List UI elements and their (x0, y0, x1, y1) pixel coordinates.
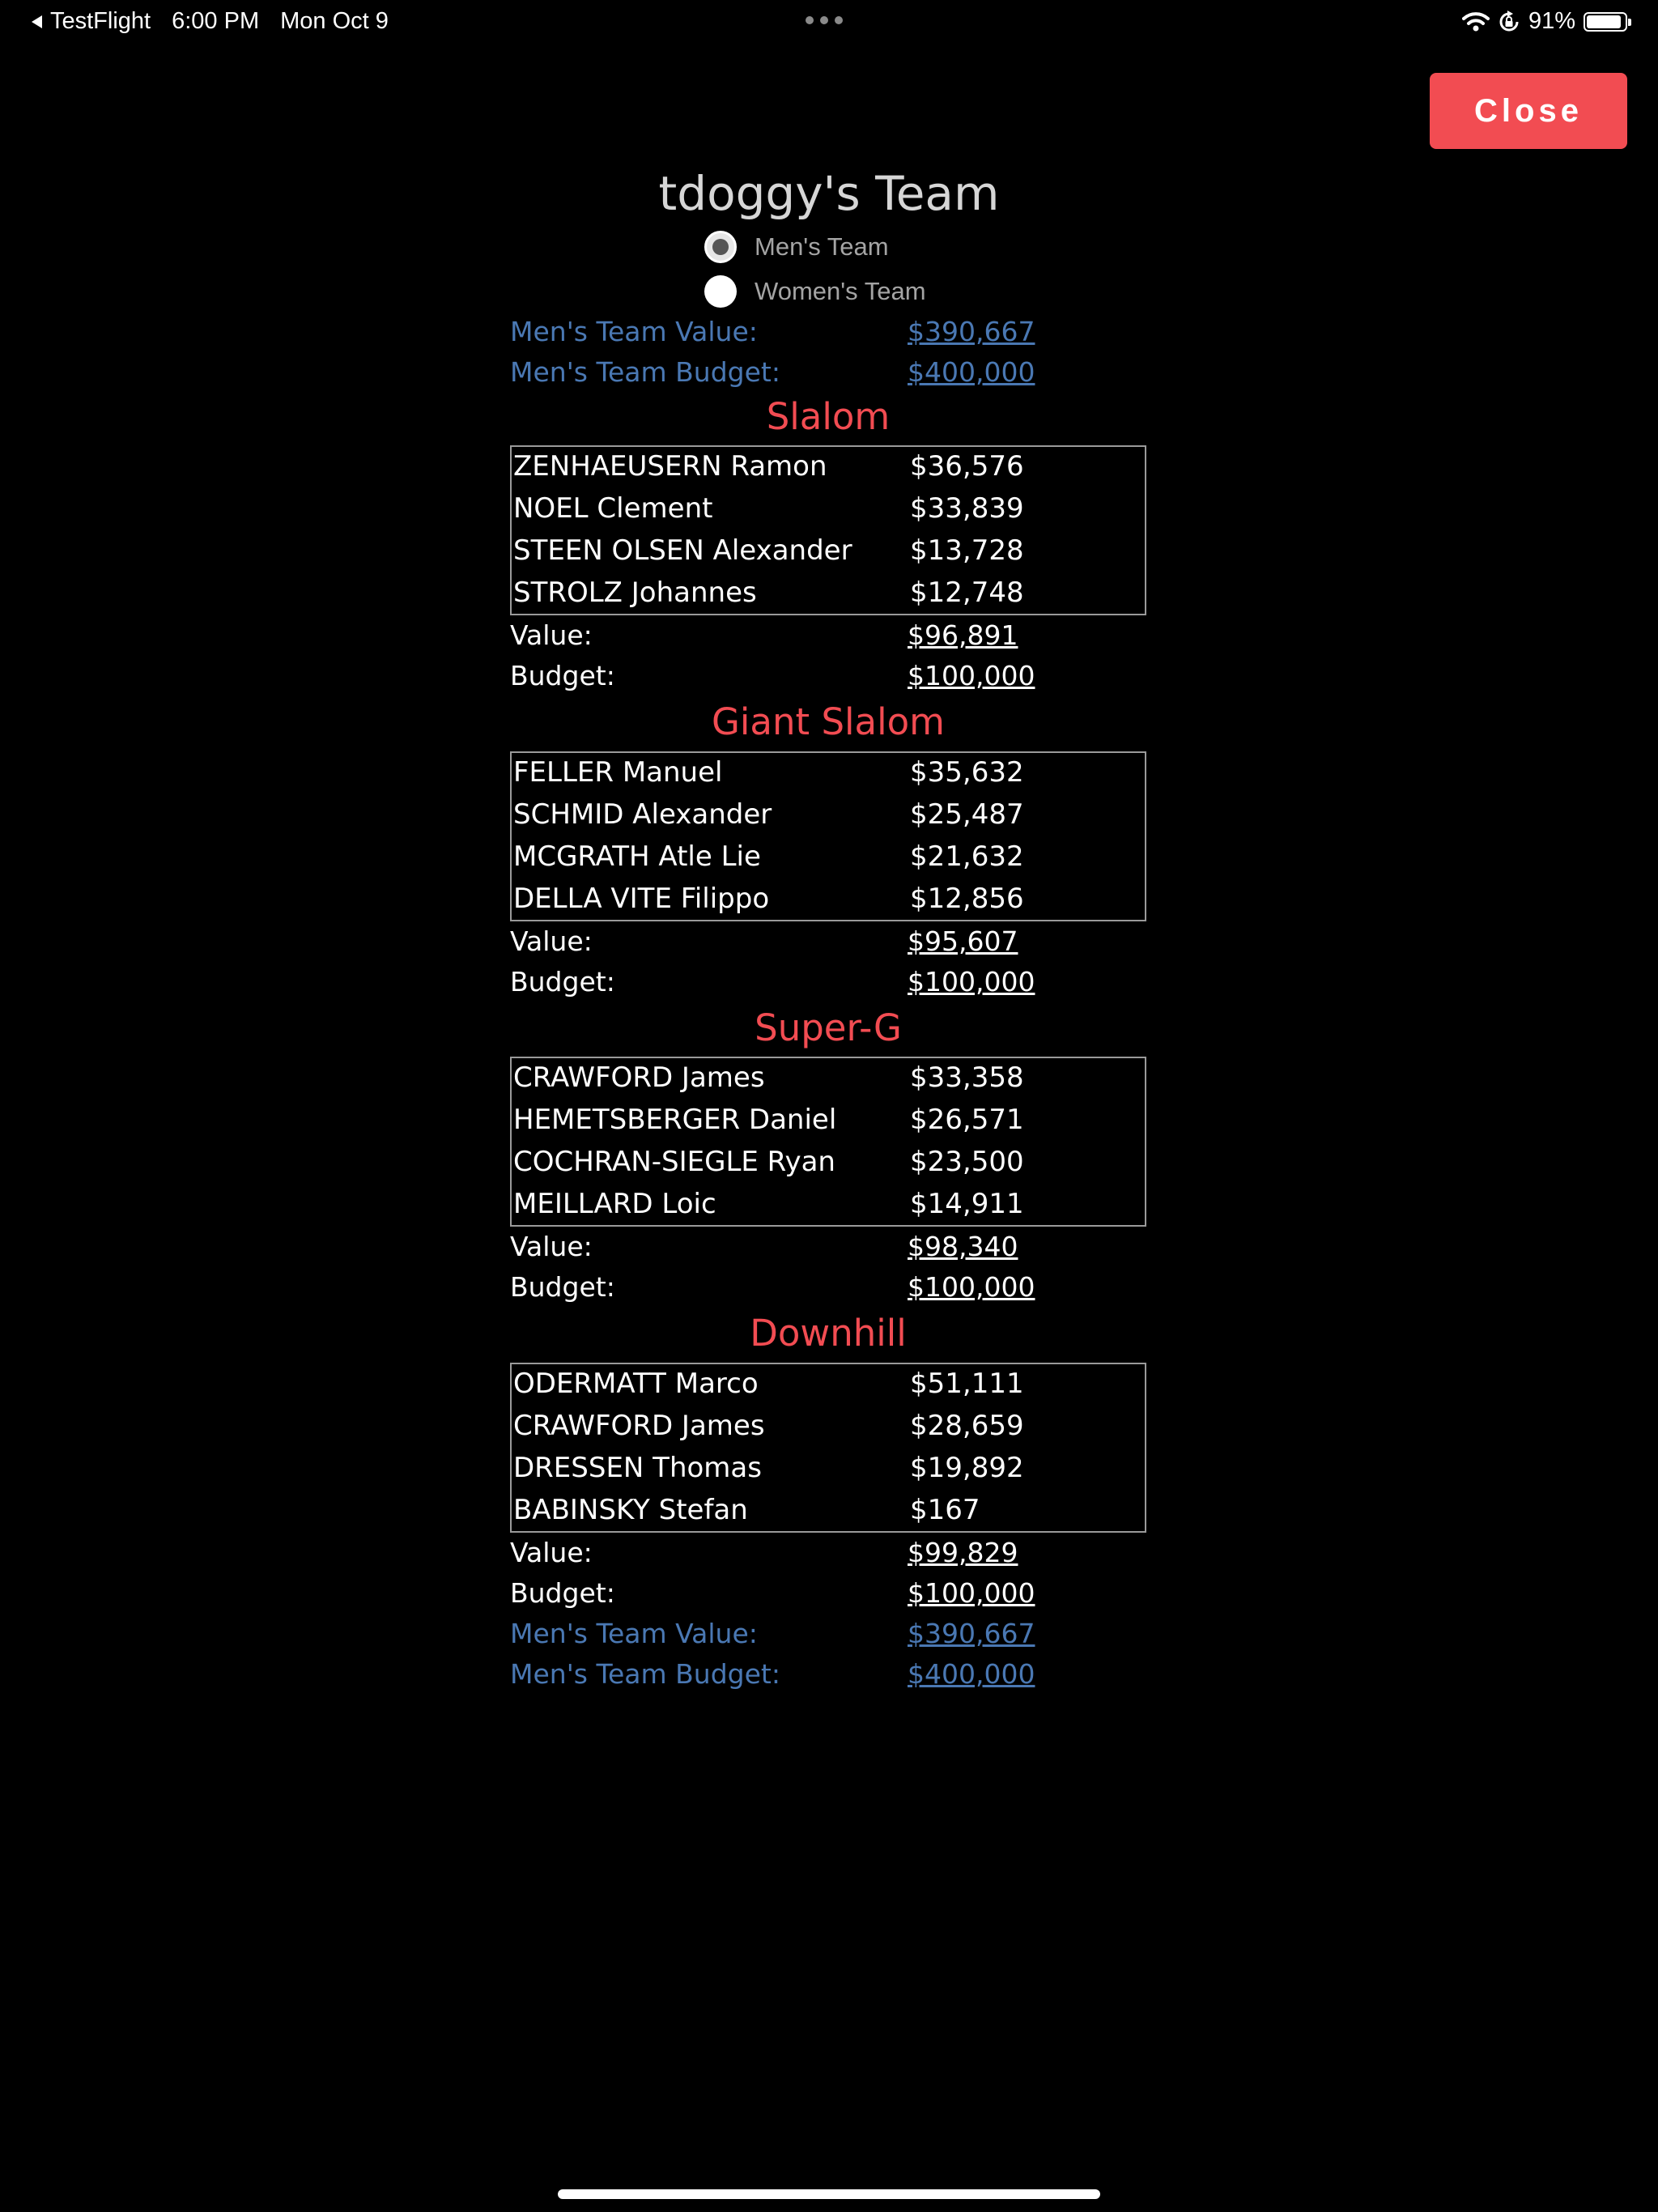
back-to-app-link[interactable] (31, 8, 151, 35)
section-value-link[interactable]: $96,891 (908, 619, 1018, 651)
skier-name: HEMETSBERGER Daniel (513, 1104, 837, 1136)
status-bar-left (31, 8, 389, 35)
team-budget-link[interactable]: $400,000 (908, 1658, 1035, 1690)
skier-name: DRESSEN Thomas (513, 1452, 762, 1484)
skier-name: ODERMATT Marco (513, 1368, 759, 1400)
orientation-lock-icon (1498, 11, 1520, 33)
team-budget-row-bottom (510, 1658, 1158, 1699)
dot-icon (835, 16, 843, 24)
skier-name: STROLZ Johannes (513, 576, 757, 609)
skier-price: $36,576 (910, 450, 1024, 483)
status-bar-right (1462, 8, 1627, 35)
team-budget-label: Men's Team Budget: (510, 1658, 780, 1690)
section-value-row (510, 925, 1158, 966)
skier-name: CRAWFORD James (513, 1410, 765, 1442)
skier-price: $26,571 (910, 1104, 1024, 1136)
skier-row[interactable] (512, 531, 1145, 573)
multitasking-dots[interactable] (806, 16, 843, 24)
skier-price: $33,839 (910, 492, 1024, 525)
skier-price: $14,911 (910, 1188, 1024, 1220)
section-title-slalom: Slalom (766, 395, 891, 438)
skier-price: $23,500 (910, 1146, 1024, 1178)
skier-row[interactable] (512, 879, 1145, 921)
status-time: 6:00 PM (172, 8, 260, 34)
section-value-label: Value: (510, 1231, 593, 1262)
radio-option-mens-team[interactable] (704, 231, 889, 263)
skier-name: CRAWFORD James (513, 1061, 765, 1094)
skier-name: SCHMID Alexander (513, 798, 772, 831)
skier-price: $12,856 (910, 883, 1024, 915)
skier-price: $28,659 (910, 1410, 1024, 1442)
status-bar (0, 0, 1658, 44)
section-title-downhill: Downhill (750, 1312, 907, 1355)
skier-price: $12,748 (910, 576, 1024, 609)
skier-price: $21,632 (910, 840, 1024, 873)
skier-name: MCGRATH Atle Lie (513, 840, 761, 873)
skier-price: $25,487 (910, 798, 1024, 831)
status-date: Mon Oct 9 (280, 8, 389, 34)
skier-row[interactable] (512, 489, 1145, 531)
skier-row[interactable] (512, 795, 1145, 837)
skier-name: FELLER Manuel (513, 756, 723, 789)
skier-table-giant-slalom (510, 751, 1146, 921)
team-value-link[interactable]: $390,667 (908, 1618, 1035, 1649)
skier-row[interactable] (512, 1058, 1145, 1100)
section-value-label: Value: (510, 1537, 593, 1568)
skier-row[interactable] (512, 1142, 1145, 1185)
battery-fill (1587, 15, 1621, 28)
team-value-link[interactable]: $390,667 (908, 316, 1035, 347)
section-budget-link[interactable]: $100,000 (908, 660, 1035, 691)
skier-price: $13,728 (910, 534, 1024, 567)
section-budget-label: Budget: (510, 660, 615, 691)
skier-name: ZENHAEUSERN Ramon (513, 450, 827, 483)
section-value-row (510, 619, 1158, 660)
skier-row[interactable] (512, 753, 1145, 795)
skier-price: $167 (910, 1494, 980, 1526)
section-budget-row (510, 1271, 1158, 1312)
skier-name: NOEL Clement (513, 492, 713, 525)
section-title-giant-slalom: Giant Slalom (712, 700, 945, 743)
team-value-label: Men's Team Value: (510, 1618, 758, 1649)
section-budget-row (510, 966, 1158, 1006)
radio-option-womens-team[interactable] (704, 275, 926, 308)
section-value-row (510, 1537, 1158, 1577)
skier-row[interactable] (512, 1491, 1145, 1533)
skier-name: BABINSKY Stefan (513, 1494, 748, 1526)
page-title: tdoggy's Team (658, 166, 1000, 221)
battery-percent: 91% (1528, 8, 1575, 34)
close-button[interactable]: Close (1430, 73, 1627, 149)
section-budget-label: Budget: (510, 1577, 615, 1609)
skier-price: $19,892 (910, 1452, 1024, 1484)
skier-row[interactable] (512, 1406, 1145, 1448)
skier-price: $35,632 (910, 756, 1024, 789)
section-value-link[interactable]: $95,607 (908, 925, 1018, 957)
home-indicator[interactable] (558, 2189, 1100, 2199)
section-value-label: Value: (510, 925, 593, 957)
skier-price: $51,111 (910, 1368, 1024, 1400)
skier-name: STEEN OLSEN Alexander (513, 534, 852, 567)
team-budget-label: Men's Team Budget: (510, 356, 780, 388)
team-budget-row (510, 356, 1158, 397)
team-value-row-bottom (510, 1618, 1158, 1658)
skier-row[interactable] (512, 837, 1145, 879)
section-budget-label: Budget: (510, 966, 615, 998)
skier-name: COCHRAN-SIEGLE Ryan (513, 1146, 835, 1178)
team-budget-link[interactable]: $400,000 (908, 356, 1035, 388)
skier-row[interactable] (512, 1100, 1145, 1142)
skier-name: DELLA VITE Filippo (513, 883, 770, 915)
radio-label[interactable]: Men's Team (755, 232, 889, 261)
skier-row[interactable] (512, 447, 1145, 489)
radio-button[interactable] (704, 275, 737, 308)
skier-table-downhill (510, 1363, 1146, 1533)
team-value-label: Men's Team Value: (510, 316, 758, 347)
dot-icon (806, 16, 814, 24)
skier-table-slalom (510, 445, 1146, 615)
section-budget-row (510, 660, 1158, 700)
dot-icon (820, 16, 828, 24)
radio-label[interactable]: Women's Team (755, 277, 926, 305)
wifi-icon (1462, 11, 1490, 32)
section-value-link[interactable]: $98,340 (908, 1231, 1018, 1262)
team-value-row (510, 316, 1158, 356)
section-title-super-g: Super-G (755, 1006, 902, 1049)
skier-table-super-g (510, 1057, 1146, 1227)
skier-row[interactable] (512, 1185, 1145, 1227)
section-budget-label: Budget: (510, 1271, 615, 1303)
radio-button-selected[interactable] (704, 231, 737, 263)
skier-row[interactable] (512, 1364, 1145, 1406)
section-budget-link[interactable]: $100,000 (908, 966, 1035, 998)
battery-icon (1584, 12, 1627, 32)
section-value-link[interactable]: $99,829 (908, 1537, 1018, 1568)
section-value-row (510, 1231, 1158, 1271)
skier-row[interactable] (512, 573, 1145, 615)
skier-name: MEILLARD Loic (513, 1188, 716, 1220)
skier-price: $33,358 (910, 1061, 1024, 1094)
section-value-label: Value: (510, 619, 593, 651)
skier-row[interactable] (512, 1448, 1145, 1491)
section-budget-row (510, 1577, 1158, 1618)
section-budget-link[interactable]: $100,000 (908, 1577, 1035, 1609)
back-triangle-icon (31, 15, 44, 29)
section-budget-link[interactable]: $100,000 (908, 1271, 1035, 1303)
back-app-label: TestFlight (50, 8, 151, 34)
